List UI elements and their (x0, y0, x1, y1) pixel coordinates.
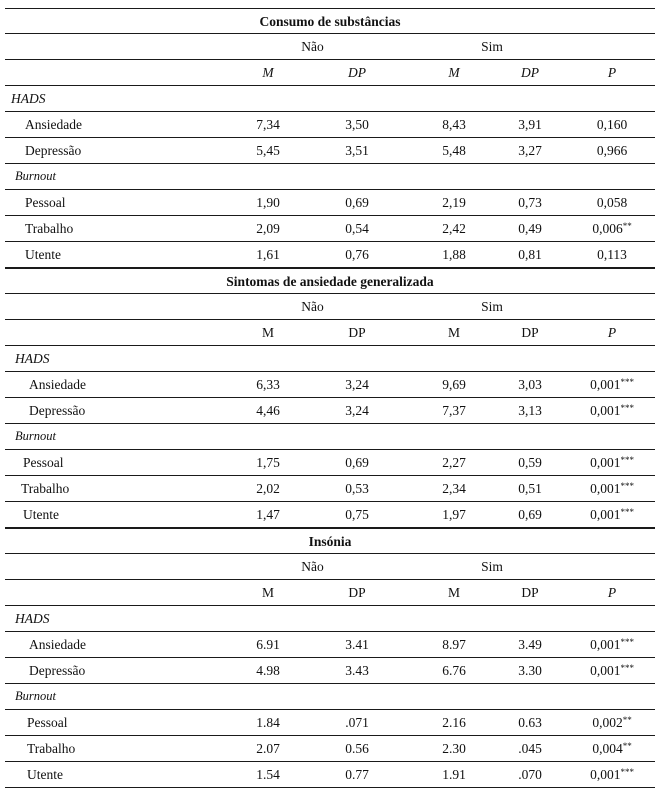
p-value: 0,058 (596, 195, 628, 210)
p-value: 0,001 (590, 767, 621, 782)
col-header-p: P (607, 585, 617, 600)
group-no-header: Não (301, 299, 324, 314)
table-row (5, 502, 655, 528)
p-value-cell (572, 372, 652, 397)
significance-stars: *** (620, 637, 634, 647)
sd-yes-cell: .045 (518, 741, 542, 756)
row-label: Utente (25, 247, 61, 262)
sd-no-cell: 3.41 (345, 637, 369, 652)
p-value: 0,001 (590, 507, 621, 522)
p-value: 0,001 (590, 481, 621, 496)
significance-stars: *** (620, 663, 634, 673)
sd-yes-cell: 0,49 (518, 221, 542, 236)
sd-yes-cell: 3,27 (518, 143, 542, 158)
col-header-mean-yes: M (447, 585, 460, 600)
significance-stars: *** (620, 455, 634, 465)
row-label: Depressão (29, 403, 86, 418)
col-header-mean-no: M (261, 585, 274, 600)
group-no-header: Não (301, 559, 324, 574)
p-value-cell (572, 762, 652, 787)
mean-yes-cell: 2,19 (442, 195, 466, 210)
p-value: 0,004 (592, 741, 623, 756)
row-label: Ansiedade (29, 377, 86, 392)
p-value-cell (572, 658, 652, 683)
row-label: Utente (27, 767, 63, 782)
significance-stars: *** (620, 507, 634, 517)
sd-no-cell: 3,51 (345, 143, 369, 158)
mean-no-cell: 6.91 (256, 637, 280, 652)
mean-no-cell: 7,34 (256, 117, 280, 132)
sd-no-cell: 0,69 (345, 455, 369, 470)
mean-no-cell: 1,90 (256, 195, 280, 210)
significance-stars: ** (622, 741, 632, 751)
significance-stars: *** (620, 403, 634, 413)
mean-no-cell: 1.54 (256, 767, 280, 782)
group-yes-header: Sim (481, 39, 503, 54)
col-header-mean-yes: M (447, 325, 460, 340)
section-title: Consumo de substâncias (259, 14, 401, 29)
row-label: Pessoal (27, 715, 68, 730)
table-row (5, 450, 655, 476)
group-label-row (5, 164, 655, 190)
mean-no-cell: 1.84 (256, 715, 280, 730)
sd-yes-cell: 0,73 (518, 195, 542, 210)
sd-yes-cell: 0,81 (518, 247, 542, 262)
sd-no-cell: 3,24 (345, 377, 369, 392)
section-title: Insónia (308, 534, 352, 549)
col-header-mean-yes: M (448, 65, 460, 80)
p-value: 0,001 (590, 455, 621, 470)
mean-yes-cell: 2,42 (442, 221, 466, 236)
hads-group-label: HADS (15, 351, 50, 366)
group-no-header: Não (301, 39, 324, 54)
p-value-cell (572, 450, 652, 475)
mean-no-cell: 6,33 (256, 377, 280, 392)
p-value: 0,001 (590, 403, 621, 418)
sd-no-cell: 0,75 (345, 507, 369, 522)
mean-yes-cell: 2,34 (442, 481, 466, 496)
table-row (5, 398, 655, 424)
group-header-row (5, 294, 655, 320)
p-value: 0,113 (597, 247, 627, 262)
row-label: Pessoal (23, 455, 64, 470)
mean-yes-cell: 2.16 (442, 715, 466, 730)
p-value-cell (572, 736, 652, 761)
sd-yes-cell: 0,59 (518, 455, 542, 470)
mean-no-cell: 4,46 (256, 403, 280, 418)
table-row (5, 658, 655, 684)
mean-yes-cell: 5,48 (442, 143, 466, 158)
sd-no-cell: 3,50 (345, 117, 369, 132)
mean-yes-cell: 6.76 (442, 663, 466, 678)
mean-yes-cell: 9,69 (442, 377, 466, 392)
row-label: Depressão (29, 663, 86, 678)
sd-no-cell: 0,69 (345, 195, 369, 210)
sd-yes-cell: 0,51 (518, 481, 542, 496)
p-value: 0,966 (596, 143, 628, 158)
col-header-p: P (607, 65, 617, 80)
sd-yes-cell: 3.49 (518, 637, 542, 652)
sd-no-cell: 0.56 (345, 741, 369, 756)
group-yes-header: Sim (481, 559, 503, 574)
row-label: Pessoal (25, 195, 66, 210)
table-row (5, 190, 655, 216)
group-label-row (5, 424, 655, 450)
table-row (5, 216, 655, 242)
group-header-row (5, 554, 655, 580)
table-row (5, 710, 655, 736)
p-value-cell (572, 710, 652, 735)
p-value: 0,002 (592, 715, 623, 730)
sd-yes-cell: 3,03 (518, 377, 542, 392)
column-header-row (5, 320, 655, 346)
mean-yes-cell: 1,97 (442, 507, 466, 522)
mean-no-cell: 1,75 (256, 455, 280, 470)
col-header-sd-no: DP (348, 325, 366, 340)
col-header-sd-yes: DP (521, 325, 539, 340)
p-value: 0,001 (590, 637, 621, 652)
mean-yes-cell: 1.91 (442, 767, 466, 782)
burnout-group-label: Burnout (15, 429, 56, 443)
mean-no-cell: 2.07 (256, 741, 280, 756)
table-row (5, 476, 655, 502)
hads-group-label: HADS (15, 611, 50, 626)
p-value-cell (572, 398, 652, 423)
p-value-cell (572, 242, 652, 267)
col-header-sd-yes: DP (521, 585, 539, 600)
mean-no-cell: 5,45 (256, 143, 280, 158)
sd-yes-cell: 0.63 (518, 715, 542, 730)
group-label-row (5, 606, 655, 632)
col-header-p: P (607, 325, 617, 340)
row-label: Depressão (25, 143, 82, 158)
sd-no-cell: 0,54 (345, 221, 369, 236)
column-header-row (5, 580, 655, 606)
p-value-cell (572, 138, 652, 163)
col-header-sd-no: DP (348, 65, 366, 80)
significance-stars: ** (622, 221, 632, 231)
group-label-row (5, 86, 655, 112)
p-value-cell (572, 112, 652, 137)
row-label: Utente (23, 507, 59, 522)
group-header-row (5, 34, 655, 60)
table-row (5, 736, 655, 762)
table-row (5, 372, 655, 398)
burnout-group-label: Burnout (15, 689, 56, 703)
mean-no-cell: 2,09 (256, 221, 280, 236)
sd-no-cell: 0,76 (345, 247, 369, 262)
mean-no-cell: 1,47 (256, 507, 280, 522)
mean-yes-cell: 7,37 (442, 403, 466, 418)
table-row (5, 762, 655, 788)
column-header-row (5, 60, 655, 86)
sd-yes-cell: .070 (518, 767, 542, 782)
sd-yes-cell: 3,91 (518, 117, 542, 132)
significance-stars: *** (620, 377, 634, 387)
mean-yes-cell: 2,27 (442, 455, 466, 470)
mean-yes-cell: 8.97 (442, 637, 466, 652)
section-title: Sintomas de ansiedade generalizada (226, 274, 434, 289)
sd-no-cell: 3,24 (345, 403, 369, 418)
significance-stars: *** (620, 767, 634, 777)
sd-no-cell: .071 (345, 715, 369, 730)
table-row (5, 632, 655, 658)
mean-no-cell: 2,02 (256, 481, 280, 496)
sd-yes-cell: 0,69 (518, 507, 542, 522)
table-row (5, 112, 655, 138)
significance-stars: ** (622, 715, 632, 725)
col-header-sd-no: DP (348, 585, 366, 600)
sd-no-cell: 0.77 (345, 767, 369, 782)
row-label: Trabalho (25, 221, 74, 236)
p-value-cell (572, 190, 652, 215)
sd-yes-cell: 3.30 (518, 663, 542, 678)
row-label: Ansiedade (29, 637, 86, 652)
col-header-mean-no: M (261, 325, 274, 340)
group-yes-header: Sim (481, 299, 503, 314)
section-title-row (5, 8, 655, 34)
significance-stars: *** (620, 481, 634, 491)
section-title-row (5, 268, 655, 294)
p-value: 0,006 (592, 221, 623, 236)
row-label: Ansiedade (25, 117, 82, 132)
row-label: Trabalho (21, 481, 70, 496)
p-value-cell (572, 216, 652, 241)
mean-no-cell: 1,61 (256, 247, 280, 262)
mean-yes-cell: 2.30 (442, 741, 466, 756)
row-label: Trabalho (27, 741, 76, 756)
hads-group-label: HADS (11, 91, 46, 106)
sd-no-cell: 3.43 (345, 663, 369, 678)
sd-no-cell: 0,53 (345, 481, 369, 496)
table-row (5, 138, 655, 164)
group-label-row (5, 684, 655, 710)
mean-yes-cell: 1,88 (442, 247, 466, 262)
p-value: 0,001 (590, 377, 621, 392)
burnout-group-label: Burnout (15, 169, 56, 183)
p-value-cell (572, 632, 652, 657)
table-row (5, 242, 655, 268)
p-value-cell (572, 476, 652, 501)
p-value-cell (572, 502, 652, 527)
p-value: 0,001 (590, 663, 621, 678)
sd-yes-cell: 3,13 (518, 403, 542, 418)
mean-no-cell: 4.98 (256, 663, 280, 678)
p-value: 0,160 (596, 117, 628, 132)
mean-yes-cell: 8,43 (442, 117, 466, 132)
col-header-mean-no: M (262, 65, 274, 80)
group-label-row (5, 346, 655, 372)
col-header-sd-yes: DP (521, 65, 539, 80)
section-title-row (5, 528, 655, 554)
